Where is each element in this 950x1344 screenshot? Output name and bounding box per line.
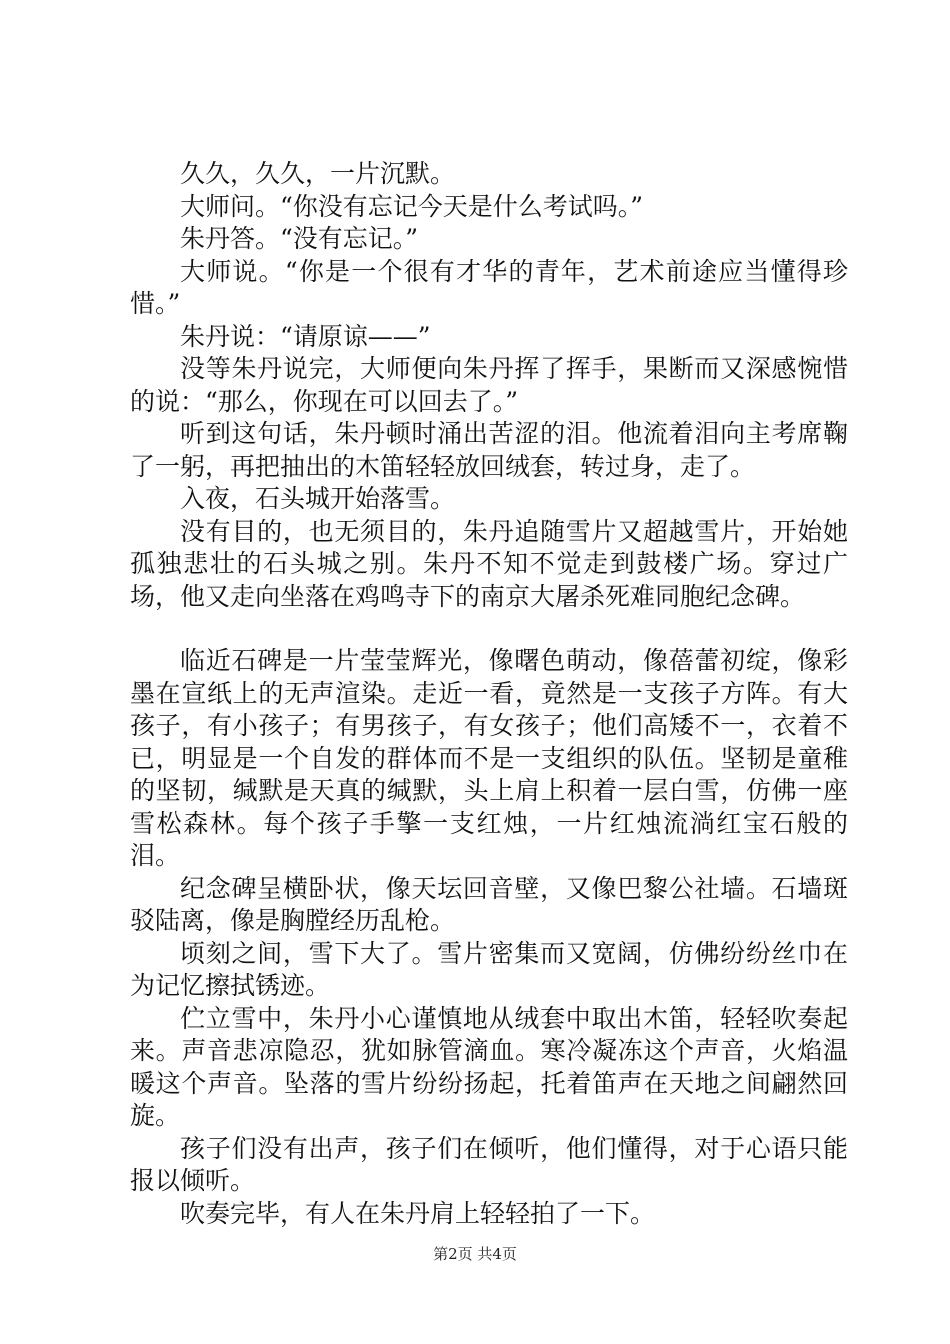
paragraph: 久久，久久，一片沉默。: [180, 159, 456, 188]
paragraph: 大师问。“你没有忘记今天是什么考试吗。”: [180, 191, 644, 221]
paragraph: 听到这句话，朱丹顿时涌出苦涩的泪。他流着泪向主考席鞠了一躬，再把抽出的木笛轻轻放回绒套，转过身，走了。: [130, 419, 848, 481]
paragraph: 没有目的，也无须目的，朱丹追随雪片又超越雪片，开始她孤独悲壮的石头城之别。朱丹不知不觉走到鼓楼广场。穿过广场，他又走向坐落在鸡鸣寺下的南京大屠杀死难同胞纪念碑。: [130, 516, 848, 611]
paragraph: 朱丹答。“没有忘记。”: [180, 224, 419, 253]
paragraph: 孩子们没有出声，孩子们在倾听，他们懂得，对于心语只能报以倾听。: [130, 1133, 848, 1195]
paragraph: 大师说。“你是一个很有才华的青年，艺术前途应当懂得珍惜。”: [130, 256, 848, 318]
paragraph: 吹奏完毕，有人在朱丹肩上轻轻拍了一下。: [180, 1198, 656, 1228]
paragraph: 朱丹说：“请原谅——”: [180, 321, 431, 351]
paragraph: 纪念碑呈横卧状，像天坛回音壁，又像巴黎公社墙。石墙斑驳陆离，像是胸膛经历乱枪。: [130, 873, 848, 935]
paragraph: 没等朱丹说完，大师便向朱丹挥了挥手，果断而又深感惋惜的说：“那么，你现在可以回去了。”: [130, 354, 848, 416]
paragraph: 临近石碑是一片莹莹辉光，像曙色萌动，像蓓蕾初绽，像彩墨在宣纸上的无声渲染。走近一看，竟然是一支孩子方阵。有大孩子，有小孩子；有男孩子，有女孩子；他们高矮不一，衣着不已，明显是一个自发的群体而不是一支组织的队伍。坚韧是童稚的坚韧，缄默是天真的缄默，头上肩上积着一层白雪，仿佛一座雪松森林。每个孩子手擎一支红烛，一片红烛流淌红宝石般的泪。: [130, 646, 848, 870]
paragraph: 伫立雪中，朱丹小心谨慎地从绒套中取出木笛，轻轻吹奏起来。声音悲凉隐忍，犹如脉管滴血。寒冷凝冻这个声音，火焰温暖这个声音。坠落的雪片纷纷扬起，托着笛声在天地之间翩然回旋。: [130, 1003, 848, 1130]
page-number-footer: 第2页 共4页: [433, 1245, 517, 1263]
paragraph: 顷刻之间，雪下大了。雪片密集而又宽阔，仿佛纷纷丝巾在为记忆擦拭锈迹。: [130, 938, 848, 1000]
paragraph: 入夜，石头城开始落雪。: [180, 484, 456, 513]
body-text: [130, 158, 848, 1230]
